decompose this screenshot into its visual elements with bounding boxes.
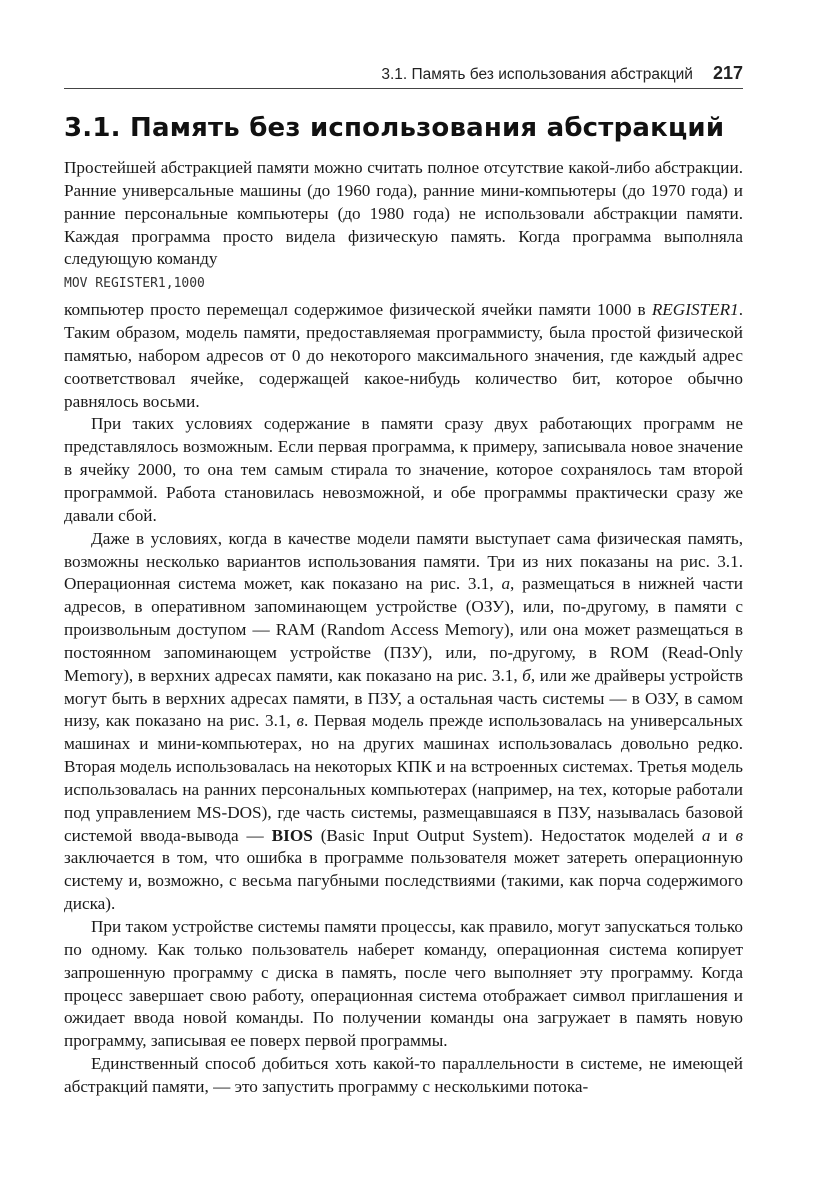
running-header [64,63,743,87]
figure-ref-b: б [522,665,531,685]
text-body [64,157,743,1099]
paragraph-memory-models [64,528,743,916]
paragraph-intro: Простейшей абстракцией памяти можно считать полное отсутствие какой-либо абстракции. Ранние универсальные машины (до 1960 года), ранние мини-компьютеры (до 1970 года) и ранние персональные компьютеры (до 1980 года) не использовали абстракции памяти. Каждая программа просто видела физическую память. Когда программа выполняла следующую команду [64,158,743,269]
running-title: 3.1. Память без использования абстракций [381,66,693,83]
paragraph-parallelism: Единственный способ добиться хоть какой-то параллельности в системе, не имеющей абстракций памяти, — это запустить программу с несколькими потока- [64,1054,743,1096]
model-ref-a: а [701,825,711,845]
figure-ref-a: а [501,574,511,594]
model-ref-c: в [735,825,743,845]
models-text-f: и [710,825,736,845]
paragraph-register-text-a: компьютер просто перемещал содержимое физической ячейки памяти 1000 в [64,300,652,320]
models-text-b: , размещаться в нижней части адресов, в оперативном запоминающем устройстве (ОЗУ), или, по-другому, в памяти с произвольным доступом — RAM (Random Access Memory), или она может размещаться в постоянном запоминающем устройстве (ПЗУ), или, по-другому, в ROM (Read-Only Memory), в верхних адресах памяти, как показано на рис. 3.1, [64,574,743,685]
figure-ref-c: в [296,711,304,731]
models-text-g: заключается в том, что ошибка в программе пользователя может затереть операционную систему и, возможно, с весьма пагубными последствиями (такими, как порча содержимого диска). [64,848,743,914]
header-rule [64,88,743,89]
models-text-a: Даже в условиях, когда в качестве модели памяти выступает сама физическая память, возможны несколько вариантов использования памяти. Три из них показаны на рис. 3.1. Операционная система может, как показано на рис. 3.1, [64,528,743,594]
paragraph-single-process: При таком устройстве системы памяти процессы, как правило, могут запускаться только по одному. Как только пользователь наберет команду, операционная система копирует запрошенную программу с диска в память, после чего выполняет эту программу. Когда процесс завершает свою работу, операционная система отображает символ приглашения и ожидает ввода новой команды. По получении команды она загружает в память новую программу, записывая ее поверх первой программы. [64,917,743,1051]
paragraph-register-text-b: . Таким образом, модель памяти, предоставляемая программисту, была простой физической памятью, набором адресов от 0 до некоторого максимального значения, где каждый адрес соответствовал ячейке, содержащей какое-нибудь количество бит, которое обычно равнялось восьми. [64,300,743,411]
code-example: MOV REGISTER1,1000 [64,276,205,292]
models-text-c: , или же драйверы устройств могут быть в верхних адресах памяти, в ПЗУ, а остальная часть системы — в ОЗУ, в самом низу, как показано на рис. 3.1, [64,665,743,731]
paragraph-register [64,299,743,413]
section-title: 3.1. Память без использования абстракций [64,113,725,143]
register-name: REGISTER1 [651,300,739,320]
models-text-e: (Basic Input Output System). Недостаток моделей [312,825,702,845]
models-text-d: . Первая модель прежде использовалась на универсальных машинах и мини-компьютерах, но на других машинах использовалась довольно редко. Вторая модель использовалась на некоторых КПК и на встроенных системах. Третья модель использовалась на ранних персональных компьютерах (например, на тех, которые работали под управлением MS-DOS), где часть системы, размещавшаяся в ПЗУ, называлась базовой системой ввода-вывода — [64,711,743,845]
bios-term: BIOS [271,825,313,845]
paragraph-two-programs: При таких условиях содержание в памяти сразу двух работающих программ не представлялось возможным. Если первая программа, к примеру, записывала новое значение в ячейку 2000, то она тем самым стирала то значение, которое сохранялось там второй программой. Работа становилась невозможной, и обе программы практически сразу же давали сбой. [64,414,743,525]
page-number: 217 [712,63,743,83]
